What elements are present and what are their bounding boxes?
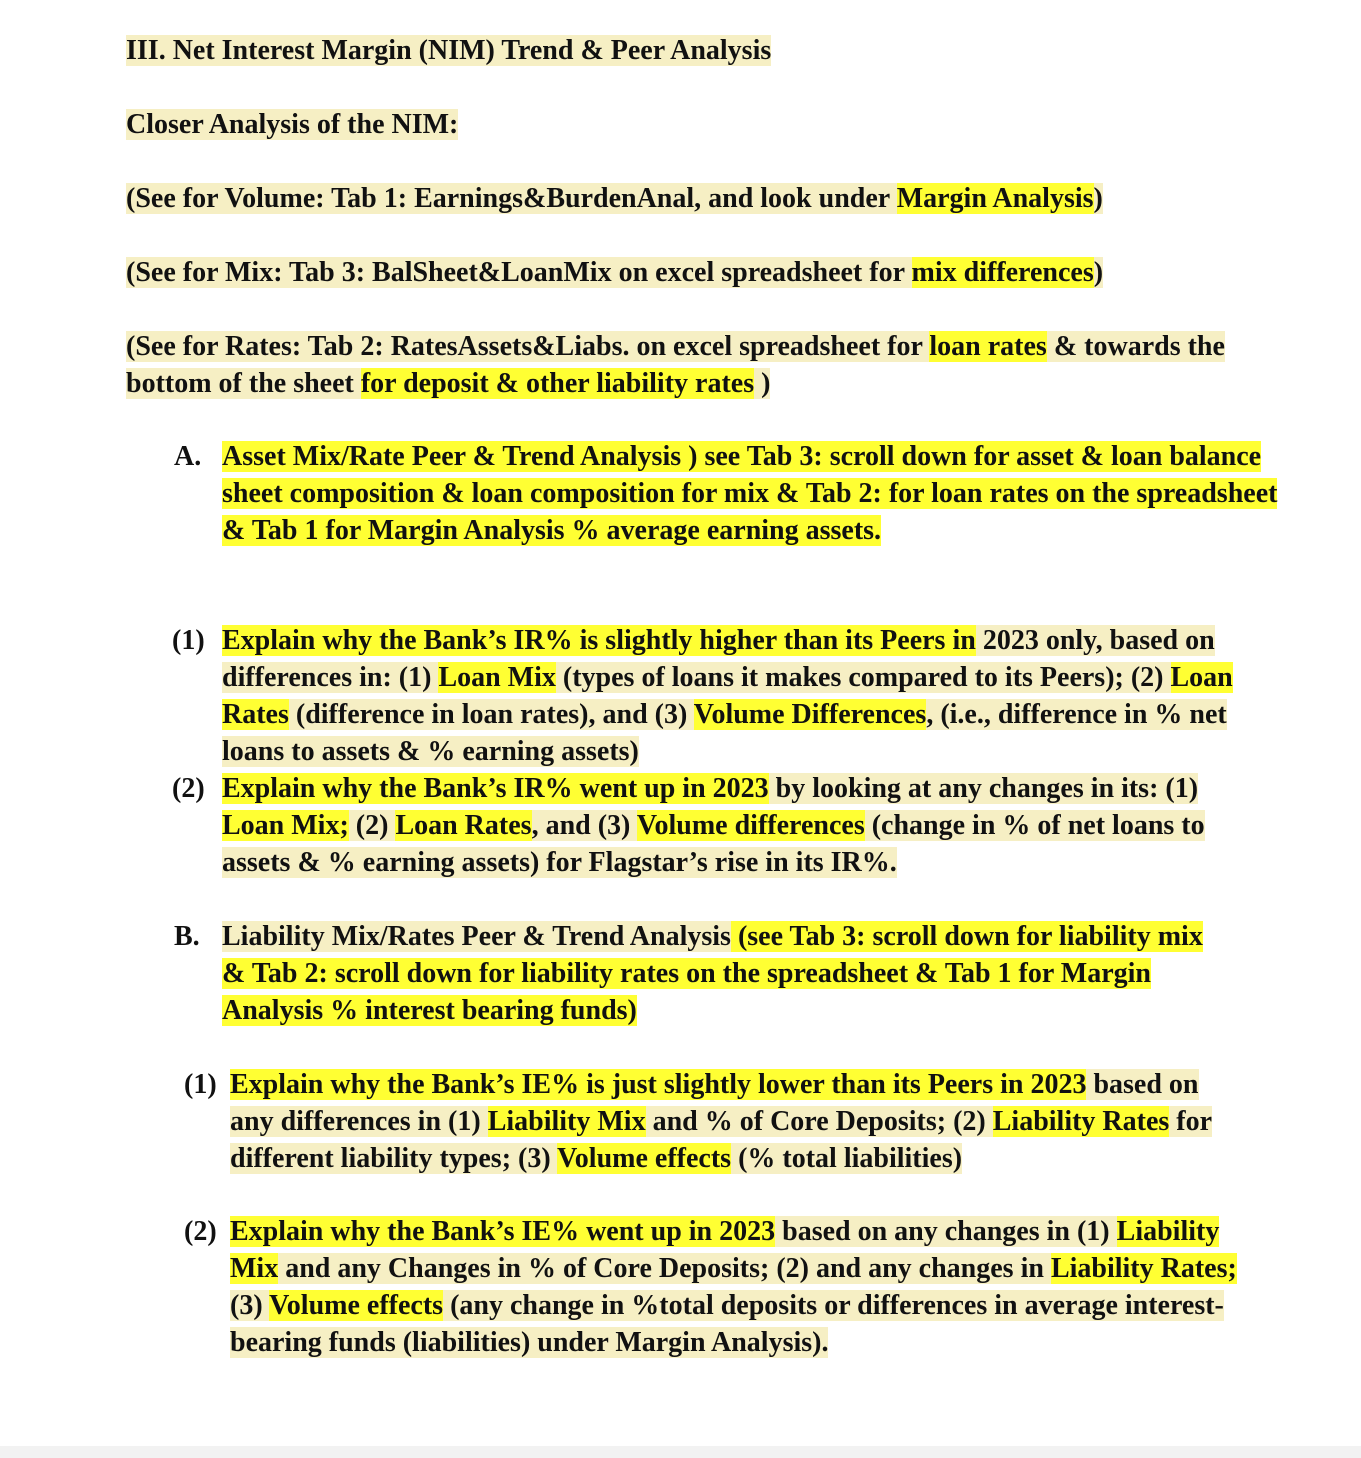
- section-a-item-1-text-2: (types of loans it makes compared to its Peers); (2): [555, 662, 1171, 693]
- section-a-item-2-marker: (2): [172, 773, 205, 804]
- section-b-item-1: [184, 1066, 1240, 1177]
- section-a-item-2-highlight-4: Volume differences: [636, 810, 865, 841]
- section-a-item-1-marker: (1): [172, 625, 205, 656]
- rates-reference: [126, 328, 1236, 402]
- section-a-item-2-text-3: , and (3): [531, 810, 637, 841]
- section-b-text: [222, 918, 1232, 1029]
- section-a-item-2-highlight-1: Explain why the Bank’s IR% went up in 2023: [222, 773, 769, 804]
- section-b-item-1-text-1: based on any differences in (1): [230, 1069, 1199, 1137]
- section-a-text: [222, 438, 1282, 549]
- rates-reference-highlight-2: for deposit & other liability rates: [360, 368, 755, 399]
- section-a-item-2-text-4: (change in % of net loans to assets & % earning assets) for Flagstar’s rise in its IR%.: [222, 810, 1205, 878]
- section-b-item-2-highlight-1: Explain why the Bank’s IE% went up in 2023: [230, 1216, 776, 1247]
- section-b-item-2-text-3: (3): [230, 1290, 270, 1321]
- section-b-item-1-text-4: (% total liabilities): [731, 1143, 963, 1174]
- volume-reference-text: (See for Volume: Tab 1: Earnings&BurdenAnal, and look under: [126, 183, 897, 214]
- mix-reference-highlight: mix differences: [911, 257, 1094, 288]
- section-a-item-1-highlight-1: Explain why the Bank’s IR% is slightly higher than its Peers in: [222, 625, 976, 656]
- section-a-item-1-highlight-2: Loan Mix: [438, 662, 556, 693]
- section-heading: [126, 32, 1276, 69]
- section-b-item-1-highlight-2: Liability Mix: [487, 1106, 646, 1137]
- mix-reference: [126, 254, 1306, 291]
- volume-reference-end: ): [1093, 183, 1103, 214]
- section-b-item-2-text-1: based on any changes in (1): [775, 1216, 1117, 1247]
- rates-reference-highlight-1: loan rates: [929, 331, 1047, 362]
- section-a-item-1-text: [222, 622, 1252, 770]
- section-a-marker: A.: [174, 441, 202, 472]
- section-a-item-2: [172, 770, 1252, 881]
- volume-reference-highlight: Margin Analysis: [896, 183, 1094, 214]
- section-b-item-2-text-2: and any Changes in % of Core Deposits; (2) and any changes in: [278, 1253, 1051, 1284]
- section-b-item-1-text: [230, 1066, 1240, 1177]
- section-a-item-2-text-1: by looking at any changes in its: (1): [768, 773, 1199, 804]
- section-a-item-2-highlight-2: Loan Mix;: [222, 810, 349, 841]
- section-b-item-1-highlight-1: Explain why the Bank’s IE% is just slightly lower than its Peers in 2023: [230, 1069, 1087, 1100]
- volume-reference: [126, 180, 1306, 217]
- mix-reference-text: (See for Mix: Tab 3: BalSheet&LoanMix on excel spreadsheet for: [126, 257, 912, 288]
- section-b-item-2-highlight-2: Liability Mix: [230, 1216, 1220, 1284]
- section-b-item-2-highlight-4: Volume effects: [269, 1290, 444, 1321]
- section-b: [174, 918, 1232, 1029]
- section-b-description: (see Tab 3: scroll down for liability mix & Tab 2: scroll down for liability rates on the spreadsheet & Tab 1 for Margin Analysis % interest bearing funds): [222, 921, 1203, 1026]
- section-b-item-1-highlight-4: Volume effects: [557, 1143, 732, 1174]
- rates-reference-text-2: & towards the bottom of the sheet: [126, 331, 1225, 399]
- section-b-title: Liability Mix/Rates Peer & Trend Analysis: [222, 921, 731, 952]
- section-a-item-2-text-2: (2): [348, 810, 396, 841]
- section-a-description: ) see Tab 3: scroll down for asset & loan balance sheet composition & loan composition for mix & Tab 2: for loan rates on the spreadsheet & Tab 1 for Margin Analysis % average earning assets.: [222, 441, 1278, 546]
- section-a-item-1-text-4: , (i.e., difference in % net loans to assets & % earning assets): [222, 699, 1227, 767]
- nim-analysis-subtitle-text: Closer Analysis of the NIM:: [126, 109, 459, 140]
- rates-reference-text-1: (See for Rates: Tab 2: RatesAssets&Liabs. on excel spreadsheet for: [126, 331, 930, 362]
- section-b-item-2: [184, 1213, 1260, 1361]
- section-a-item-1-highlight-3: Loan Rates: [222, 662, 1233, 730]
- mix-reference-end: ): [1093, 257, 1104, 288]
- section-b-item-1-marker: (1): [184, 1069, 217, 1100]
- rates-reference-end: ): [754, 368, 771, 399]
- nim-analysis-subtitle: [126, 106, 1276, 143]
- section-b-item-1-highlight-3: Liability Rates: [992, 1106, 1170, 1137]
- section-a-item-2-text: [222, 770, 1252, 881]
- section-b-item-2-marker: (2): [184, 1216, 217, 1247]
- section-b-item-2-text: [230, 1213, 1260, 1361]
- section-b-item-2-text-4: (any change in %total deposits or differences in average interest-bearing funds (liabilities) under Margin Analysis).: [230, 1290, 1224, 1358]
- section-b-marker: B.: [174, 921, 200, 952]
- page-bottom-edge: [0, 1446, 1361, 1458]
- section-a-item-2-highlight-3: Loan Rates: [395, 810, 532, 841]
- section-b-item-2-highlight-3: Liability Rates;: [1050, 1253, 1237, 1284]
- section-heading-text: III. Net Interest Margin (NIM) Trend & Peer Analysis: [126, 35, 772, 66]
- section-a-title: Asset Mix/Rate Peer & Trend Analysis: [222, 441, 682, 472]
- section-a-item-1-text-1: 2023 only, based on differences in: (1): [222, 625, 1215, 693]
- section-b-item-1-text-2: and % of Core Deposits; (2): [645, 1106, 993, 1137]
- section-a: [174, 438, 1282, 549]
- section-b-item-1-text-3: for different liability types; (3): [230, 1106, 1213, 1174]
- section-a-item-1: [172, 622, 1252, 770]
- section-a-item-1-highlight-4: Volume Differences: [693, 699, 927, 730]
- section-a-item-1-text-3: (difference in loan rates), and (3): [288, 699, 694, 730]
